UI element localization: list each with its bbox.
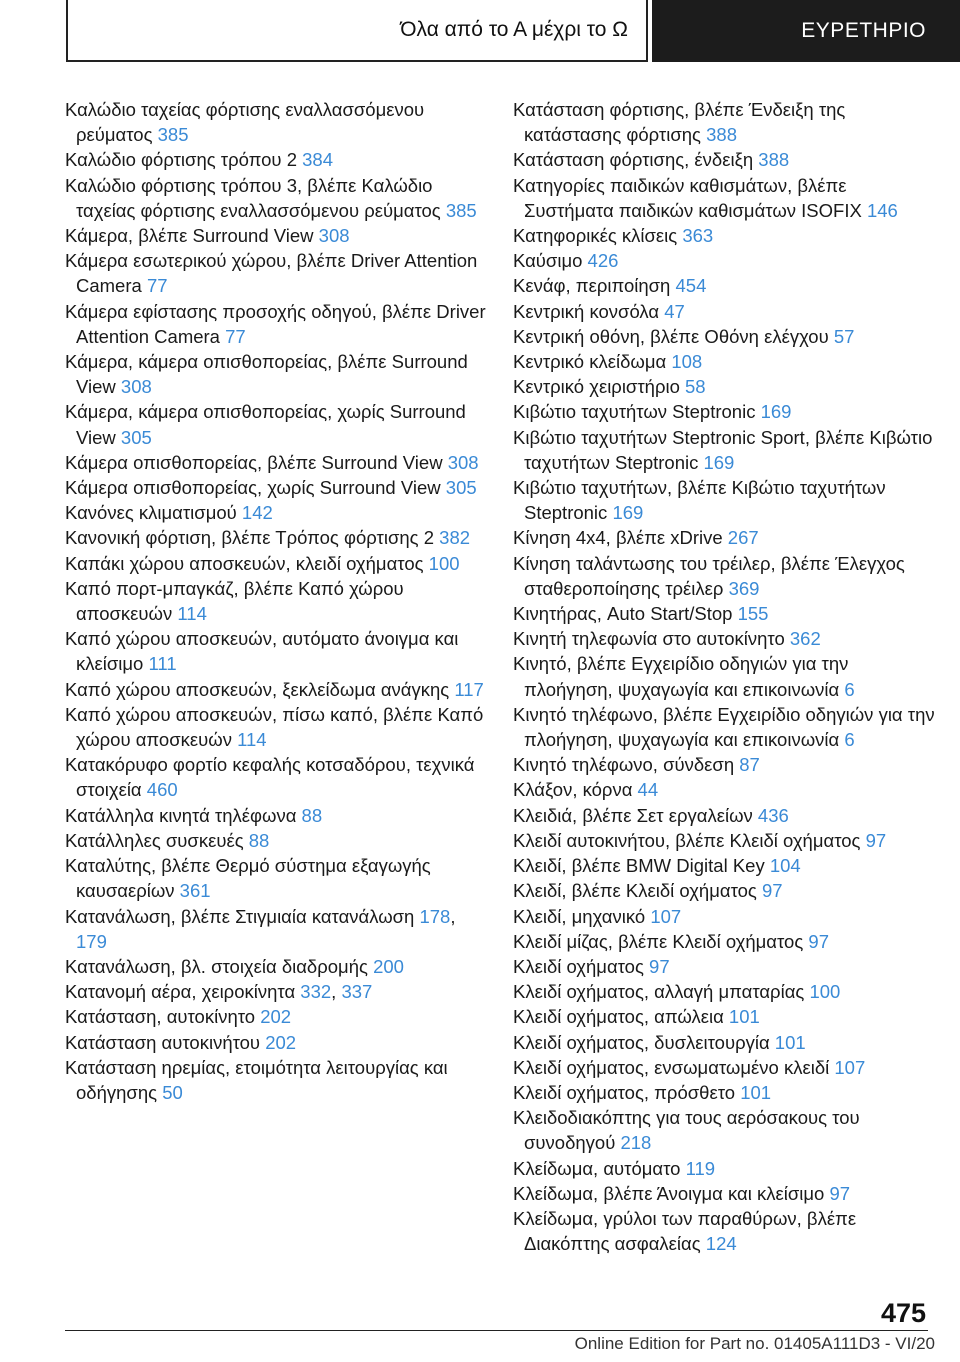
index-term: Κίνηση 4x4, βλέπε xDrive [513, 527, 723, 549]
index-term: Κατάσταση, αυτοκίνητο [65, 1006, 256, 1028]
page-reference-link[interactable]: 57 [833, 325, 855, 347]
index-term: Κλείδωμα, αυτόματο [513, 1157, 681, 1179]
index-entry [65, 450, 490, 475]
page-reference-link[interactable]: 50 [162, 1081, 183, 1103]
index-entry [513, 651, 938, 701]
page-reference-link[interactable]: 97 [829, 1182, 851, 1204]
index-entry [513, 702, 938, 752]
index-entry [513, 752, 938, 777]
page-reference-link[interactable]: 114 [177, 603, 207, 625]
index-term: Καλώδιο φόρτισης τρόπου 2 [65, 149, 297, 171]
index-term: Κλειδί, βλέπε BMW Digital Key [513, 855, 765, 877]
index-term: Κάμερα οπισθοπορείας, χωρίς Surround View [65, 477, 441, 499]
index-term: Κινητό τηλέφωνο, σύνδεση [513, 754, 735, 776]
index-entry [513, 299, 938, 324]
index-entry [65, 475, 490, 500]
page-reference-link[interactable]: 308 [120, 376, 152, 398]
page-reference-link[interactable]: 385 [157, 124, 189, 146]
page-reference-link[interactable]: 77 [225, 325, 246, 347]
index-entry [513, 551, 938, 601]
page-reference-link[interactable]: 337 [341, 981, 373, 1003]
index-entry [513, 1206, 938, 1256]
page-reference-link[interactable]: 436 [757, 804, 789, 826]
index-term: Κλείδωμα, γρύλοι των παραθύρων, βλέπε Διακόπτης ασφαλείας [513, 1207, 857, 1255]
index-term: Κινητήρας, Auto Start/Stop [513, 603, 733, 625]
index-entry [513, 475, 938, 525]
index-entry [65, 1030, 490, 1055]
page-reference-link[interactable]: 169 [703, 451, 735, 473]
page-reference-link[interactable]: 426 [587, 250, 619, 272]
page-reference-link[interactable]: 101 [728, 1006, 760, 1028]
index-term: Κιβώτιο ταχυτήτων, βλέπε Κιβώτιο ταχυτήτων Steptronic [513, 477, 886, 524]
page-reference-link[interactable]: 107 [650, 905, 682, 927]
page-reference-link[interactable]: 169 [760, 401, 792, 423]
page-reference-link[interactable]: 107 [834, 1056, 866, 1078]
index-entry [513, 601, 938, 626]
page-reference-link[interactable]: 6 [844, 729, 855, 751]
page-reference-link[interactable]: 200 [373, 955, 404, 977]
index-column-left [65, 97, 490, 1105]
index-term: Καύσιμο [513, 250, 583, 272]
index-term: Κατακόρυφο φορτίο κεφαλής κοτσαδόρου, τεχνικά στοιχεία [65, 754, 475, 801]
page-reference-link[interactable]: 97 [649, 955, 670, 977]
index-term: Κλειδιά, βλέπε Σετ εργαλείων [513, 804, 753, 826]
index-term: Κινητό τηλέφωνο, βλέπε Εγχειρίδιο οδηγιών για την πλοήγηση, ψυχαγωγία και επικοινωνία [513, 703, 935, 751]
page-reference-link[interactable]: 308 [447, 451, 479, 473]
page-reference-link[interactable]: 114 [237, 729, 267, 751]
index-term: Κατάσταση ηρεμίας, ετοιμότητα λειτουργίας και οδήγησης [65, 1056, 448, 1103]
page-reference-link[interactable]: 104 [769, 855, 801, 877]
page-reference-link[interactable]: 77 [146, 275, 168, 297]
index-entry [513, 929, 938, 954]
index-term: Κιβώτιο ταχυτήτων Steptronic [513, 401, 756, 423]
index-term: Καλώδιο ταχείας φόρτισης εναλλασσόμενου ρεύματος [65, 99, 425, 146]
page-reference-link[interactable]: 460 [146, 779, 178, 801]
index-term: Καπό πορτ-μπαγκάζ, βλέπε Καπό χώρου αποσκευών [65, 577, 404, 625]
index-term: Κανονική φόρτιση, βλέπε Τρόπος φόρτισης 2 [65, 527, 435, 549]
section-title-tab [66, 0, 648, 62]
index-term: Κλειδί αυτοκινήτου, βλέπε Κλειδί οχήματος [513, 829, 861, 851]
index-term: Καταλύτης, βλέπε Θερμό σύστημα εξαγωγής καυσαερίων [65, 855, 431, 902]
index-entry [513, 828, 938, 853]
page-reference-link[interactable]: 101 [774, 1031, 806, 1053]
page-reference-link[interactable]: 305 [445, 477, 477, 499]
page-reference-link[interactable]: 47 [664, 300, 685, 322]
page-number: 475 [880, 1298, 926, 1328]
index-term: Καπό χώρου αποσκευών, πίσω καπό, βλέπε Καπό χώρου αποσκευών [65, 703, 484, 751]
index-term: Κανόνες κλιματισμού [65, 502, 237, 524]
index-entry [513, 979, 938, 1004]
index-entry [513, 1080, 938, 1105]
page-reference-link[interactable]: 179 [76, 930, 107, 952]
index-term: Κατάσταση φόρτισης, ένδειξη [513, 149, 754, 171]
page-reference-link[interactable]: 142 [241, 502, 273, 524]
index-term: Κάμερα οπισθοπορείας, βλέπε Surround View [65, 451, 443, 473]
index-term: Κεντρικό κλείδωμα [513, 351, 667, 373]
index-entry [513, 223, 938, 248]
index-entry [513, 904, 938, 929]
page-reference-link[interactable]: 388 [758, 149, 790, 171]
edition-footer: Online Edition for Part no. 01405A111D3 - VI/20 [574, 1334, 935, 1353]
page-reference-link[interactable]: 108 [671, 351, 703, 373]
index-entry [65, 677, 490, 702]
page-reference-link[interactable]: 384 [302, 149, 333, 171]
index-entry [513, 97, 938, 147]
page-reference-link[interactable]: 202 [265, 1031, 297, 1053]
index-term: Κλειδί, μηχανικό [513, 905, 646, 927]
index-entry [513, 374, 938, 399]
index-term: Καλώδιο φόρτισης τρόπου 3, βλέπε Καλώδιο ταχείας φόρτισης εναλλασσόμενου ρεύματος [65, 174, 441, 221]
page-reference-link[interactable]: 97 [865, 829, 887, 851]
index-entry [513, 273, 938, 298]
index-entry [513, 1156, 938, 1181]
page-reference-link[interactable]: 362 [789, 628, 821, 650]
page-reference-link[interactable]: 332 [300, 981, 332, 1003]
page-reference-link[interactable]: 388 [706, 124, 737, 146]
page-reference-link[interactable]: 267 [727, 527, 759, 549]
page-reference-link[interactable]: 169 [612, 502, 644, 524]
page-reference-link[interactable]: 178 [419, 905, 451, 927]
page-reference-link[interactable]: 101 [740, 1081, 772, 1103]
index-entry [65, 223, 490, 248]
page-reference-link[interactable]: 454 [675, 275, 707, 297]
index-entry [513, 425, 938, 475]
page-reference-link[interactable]: 146 [866, 199, 898, 221]
page-reference-link[interactable]: 363 [682, 225, 714, 247]
index-term: Κάμερα, κάμερα οπισθοπορείας, βλέπε Surround View [65, 351, 468, 398]
index-term: Κεντρική κονσόλα [513, 300, 660, 322]
index-entry [65, 828, 490, 853]
index-tab-label: ΕΥΡΕΤΗΡΙΟ [801, 19, 926, 42]
index-term: Κιβώτιο ταχυτήτων Steptronic Sport, βλέπε Κιβώτιο ταχυτήτων Steptronic [513, 426, 933, 473]
index-entry [513, 173, 938, 223]
index-entry [513, 1055, 938, 1080]
index-term: Κατανάλωση, βλ. στοιχεία διαδρομής [65, 955, 368, 977]
index-term: Κίνηση ταλάντωσης του τρέιλερ, βλέπε Έλεγχος σταθεροποίησης τρέιλερ [513, 552, 905, 599]
page-reference-link[interactable]: 100 [428, 552, 460, 574]
index-entry [65, 576, 490, 626]
index-entry [65, 954, 490, 979]
index-entry [513, 803, 938, 828]
index-term: Κλειδί οχήματος, αλλαγή μπαταρίας [513, 981, 805, 1003]
index-entry [513, 1105, 938, 1155]
page-reference-link[interactable]: 369 [728, 577, 760, 599]
index-entry [65, 803, 490, 828]
section-title: Όλα από το Α μέχρι το Ω [400, 18, 628, 41]
index-term: Καπό χώρου αποσκευών, αυτόματο άνοιγμα και κλείσιμο [65, 628, 459, 675]
index-tab[interactable] [652, 0, 960, 62]
footer-divider [65, 1330, 928, 1331]
index-entry [65, 97, 490, 147]
index-term: Κινητό, βλέπε Εγχειρίδιο οδηγιών για την πλοήγηση, ψυχαγωγία και επικοινωνία [513, 653, 849, 700]
index-term: Κεντρική οθόνη, βλέπε Οθόνη ελέγχου [513, 325, 829, 347]
index-entry [513, 1181, 938, 1206]
index-term: Κινητή τηλεφωνία στο αυτοκίνητο [513, 628, 785, 650]
index-entry [65, 349, 490, 399]
index-entry: Κατανομή αέρα, χειροκίνητα 332, 337 [65, 981, 373, 1003]
page-reference-link[interactable]: 119 [685, 1157, 716, 1179]
index-entry [513, 525, 938, 550]
index-term: Κλειδί οχήματος, δυσλειτουργία [513, 1031, 770, 1053]
index-term: Κατάλληλα κινητά τηλέφωνα [65, 804, 297, 826]
index-entry [65, 500, 490, 525]
index-entry [65, 853, 490, 903]
index-term: Κλείδωμα, βλέπε Άνοιγμα και κλείσιμο [513, 1182, 825, 1204]
index-term: Κεντρικό χειριστήριο [513, 376, 680, 398]
index-entry [65, 147, 490, 172]
index-entry [513, 248, 938, 273]
index-entry [65, 248, 490, 298]
page-reference-link[interactable]: 218 [620, 1132, 652, 1154]
index-term: Κατηγορίες παιδικών καθισμάτων, βλέπε Συστήματα παιδικών καθισμάτων ISOFIX [513, 174, 862, 221]
index-entry [513, 853, 938, 878]
index-term: Κάμερα εφίστασης προσοχής οδηγού, βλέπε Driver Attention Camera [65, 300, 486, 347]
index-term: Κάμερα, βλέπε Surround View [65, 225, 314, 247]
page-reference-link[interactable]: 385 [445, 199, 477, 221]
page-reference-link[interactable]: 100 [809, 981, 841, 1003]
index-term: Καπό χώρου αποσκευών, ξεκλείδωμα ανάγκης [65, 678, 450, 700]
index-term: Κάμερα εσωτερικού χώρου, βλέπε Driver Attention Camera [65, 250, 478, 297]
index-entry [513, 777, 938, 802]
index-entry [65, 752, 490, 802]
page-reference-link[interactable]: 88 [301, 804, 323, 826]
page-reference-link[interactable]: 6 [844, 678, 855, 700]
index-term: Κάμερα, κάμερα οπισθοπορείας, χωρίς Surround View [65, 401, 466, 448]
index-term: Καπάκι χώρου αποσκευών, κλειδί οχήματος [65, 552, 424, 574]
index-entry [513, 324, 938, 349]
page-reference-link[interactable]: 87 [739, 754, 760, 776]
index-entry [513, 1004, 938, 1029]
index-term: Κλειδοδιακόπτης για τους αερόσακους του συνοδηγού [513, 1107, 860, 1154]
index-term: Κενάφ, περιποίηση [513, 275, 671, 297]
index-entry [65, 1004, 490, 1029]
index-term: Κλειδί μίζας, βλέπε Κλειδί οχήματος [513, 930, 804, 952]
index-entry [513, 954, 938, 979]
index-entry [513, 349, 938, 374]
index-entry [513, 399, 938, 424]
index-entry [65, 299, 490, 349]
index-entry [513, 626, 938, 651]
page-reference-link[interactable]: 117 [454, 678, 484, 700]
page-reference-link[interactable]: 308 [318, 225, 350, 247]
page-reference-link[interactable]: 155 [737, 603, 769, 625]
index-term: Κατάσταση φόρτισης, βλέπε Ένδειξη της κατάστασης φόρτισης [513, 99, 846, 146]
index-entry [65, 399, 490, 449]
index-term: Κλειδί οχήματος [513, 955, 644, 977]
page-reference-link[interactable]: 305 [120, 426, 152, 448]
index-term: Κλειδί οχήματος, απώλεια [513, 1006, 724, 1028]
page-reference-link[interactable]: 202 [260, 1006, 292, 1028]
index-entry [513, 878, 938, 903]
index-entry [65, 702, 490, 752]
index-entry [65, 525, 490, 550]
index-entry [513, 1030, 938, 1055]
index-entry [65, 173, 490, 223]
page-reference-link[interactable]: 88 [248, 829, 270, 851]
index-term: Κατανομή αέρα, χειροκίνητα [65, 981, 296, 1003]
page-reference-link[interactable]: 97 [808, 930, 829, 952]
index-term: Κλειδί οχήματος, πρόσθετο [513, 1081, 736, 1103]
index-term: Κλειδί οχήματος, ενσωματωμένο κλειδί [513, 1056, 830, 1078]
index-entry: Κατανάλωση, βλέπε Στιγμιαία κατανάλωση 178, 179 [65, 905, 456, 952]
index-entry [513, 147, 938, 172]
page-reference-link[interactable]: 382 [439, 527, 471, 549]
page-reference-link[interactable]: 58 [685, 376, 706, 398]
index-term: Κατάλληλες συσκευές [65, 829, 244, 851]
page-reference-link[interactable]: 124 [705, 1233, 737, 1255]
page-reference-link[interactable]: 44 [637, 779, 659, 801]
index-term: Κατάσταση αυτοκινήτου [65, 1031, 261, 1053]
page-reference-link[interactable]: 361 [179, 880, 211, 902]
page-reference-link[interactable]: 111 [148, 653, 177, 675]
index-entry [65, 626, 490, 676]
page-reference-link[interactable]: 97 [761, 880, 783, 902]
index-column-right [513, 97, 938, 1256]
index-term: Κλειδί, βλέπε Κλειδί οχήματος [513, 880, 757, 902]
index-entry [65, 551, 490, 576]
index-entry [65, 1055, 490, 1105]
index-term: Κατανάλωση, βλέπε Στιγμιαία κατανάλωση [65, 905, 415, 927]
index-term: Κατηφορικές κλίσεις [513, 225, 678, 247]
index-term: Κλάξον, κόρνα [513, 779, 633, 801]
